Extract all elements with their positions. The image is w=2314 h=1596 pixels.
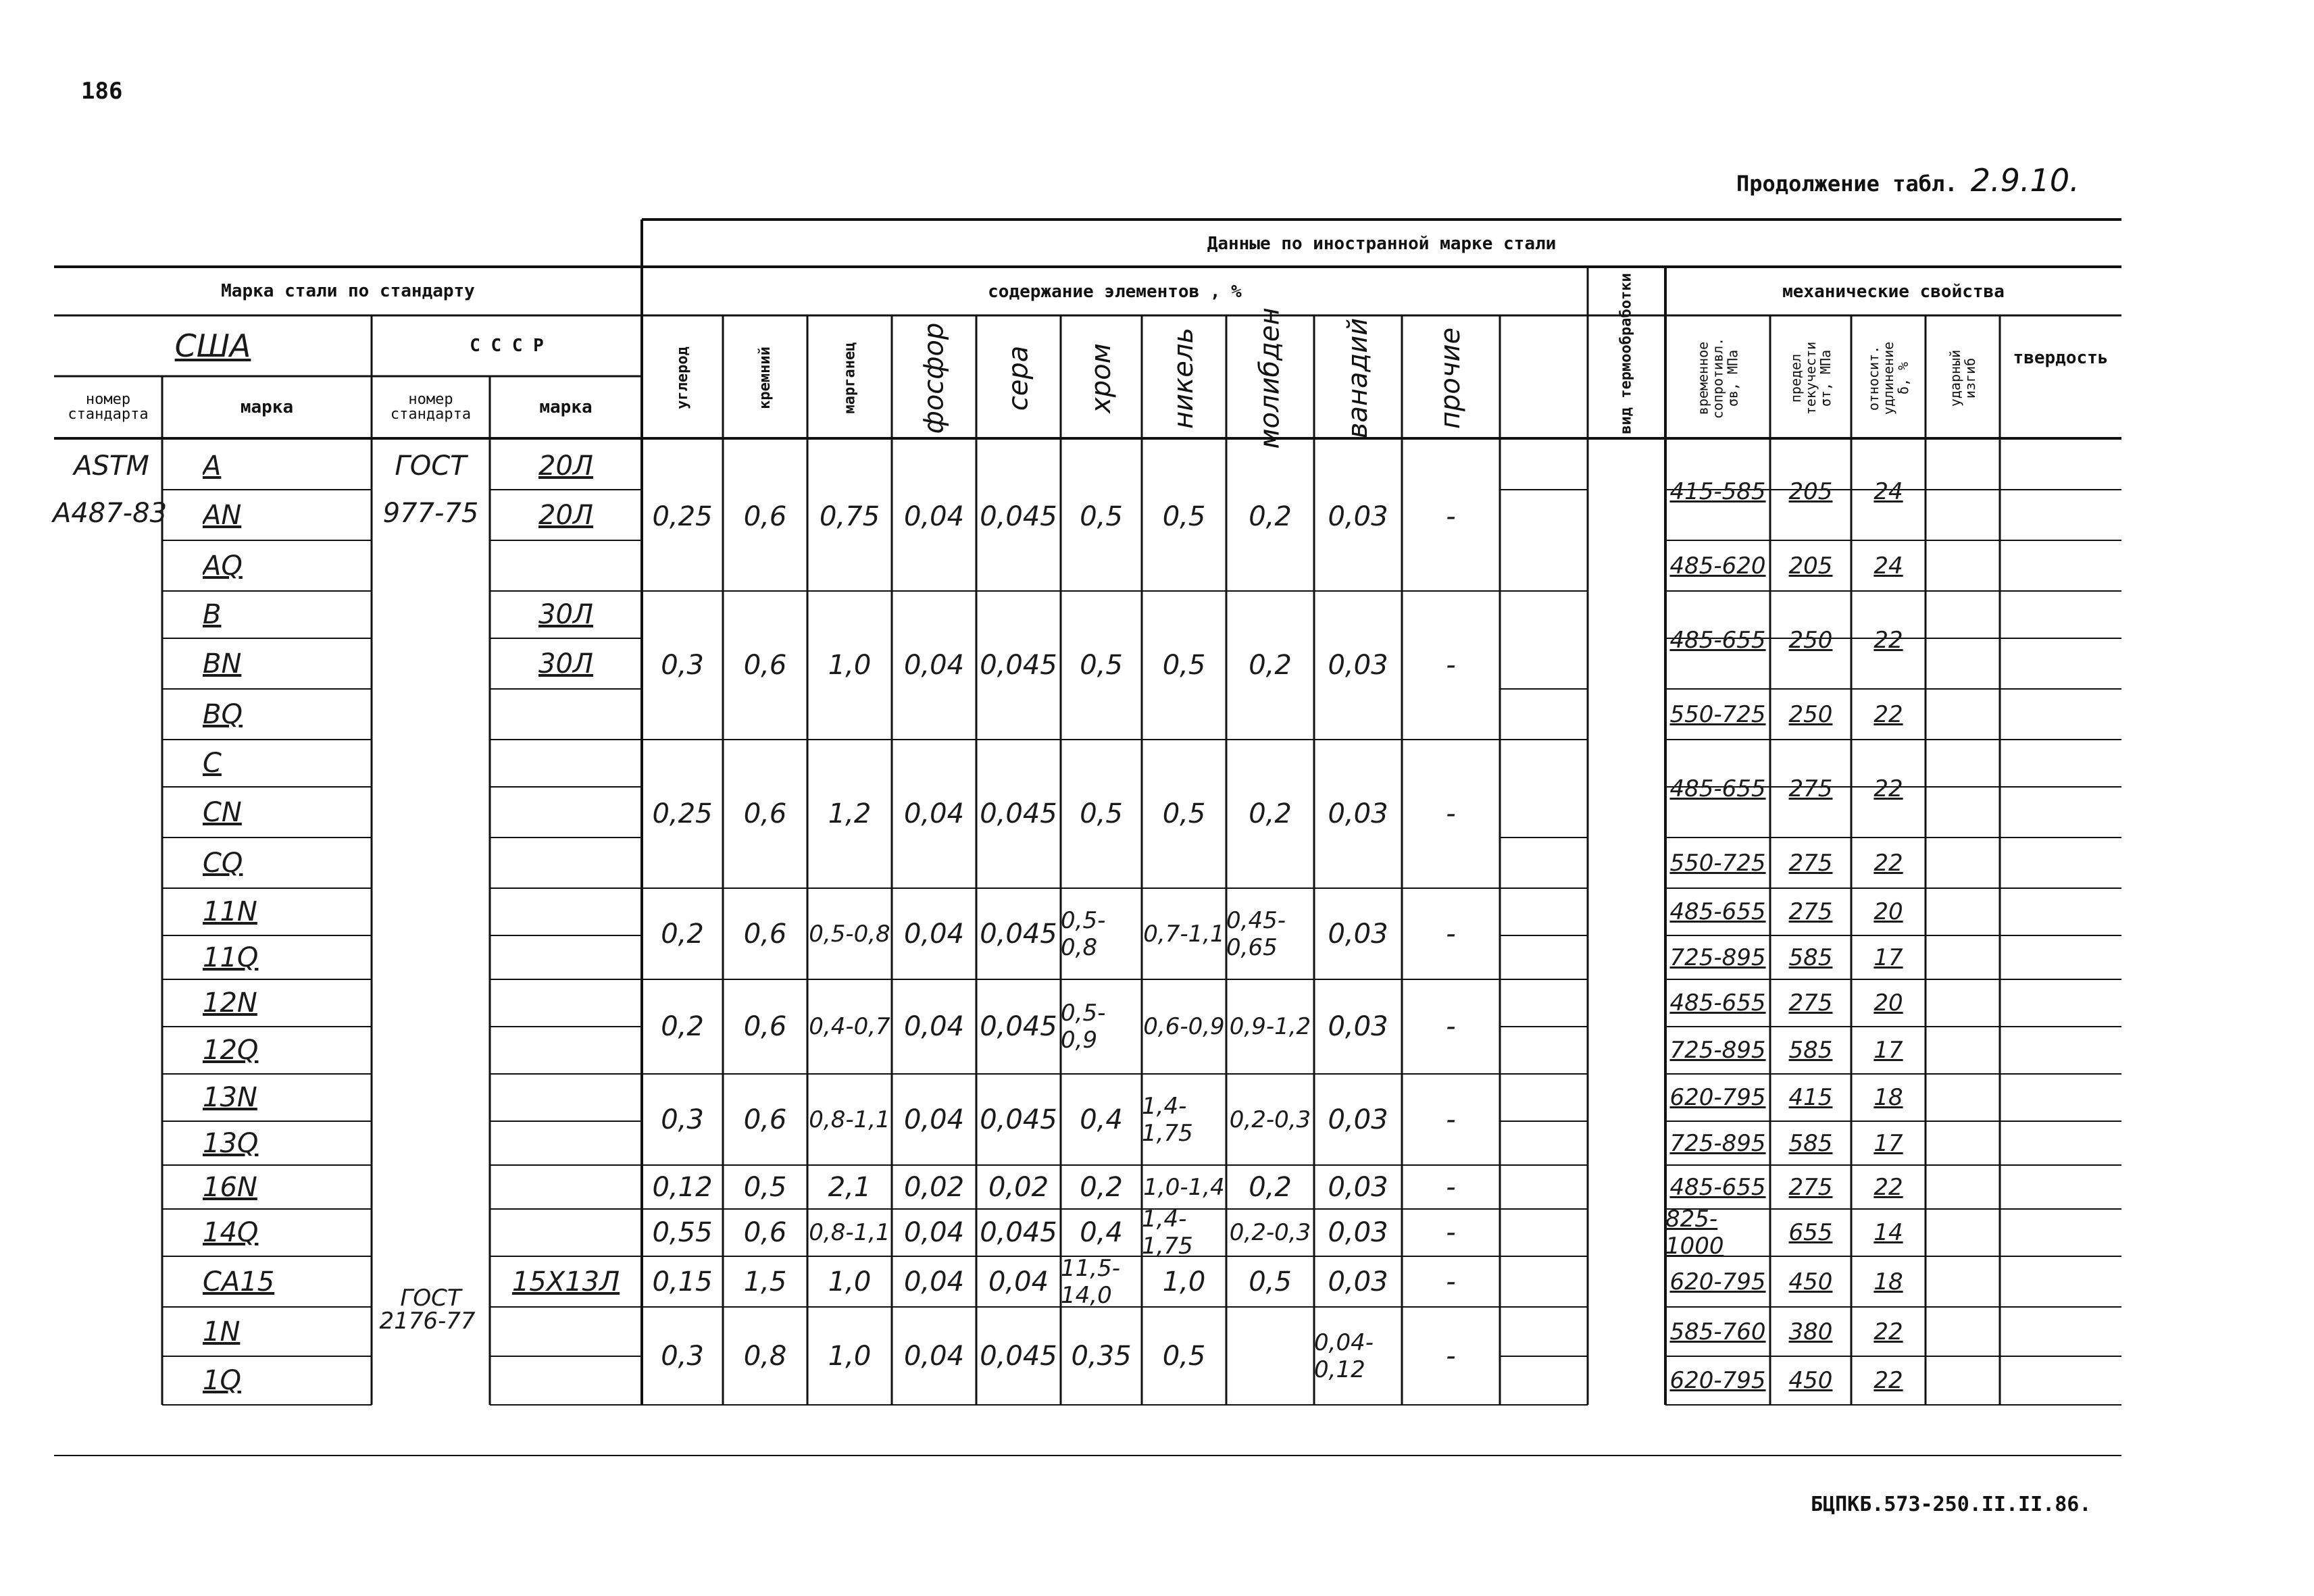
header-element-0: [642, 317, 723, 438]
header-element-label: сера: [1003, 345, 1034, 411]
header-element-label: марганец: [841, 342, 858, 414]
composition-value: 0,5: [1249, 1266, 1292, 1297]
header-element-label: фосфор: [918, 322, 950, 434]
usa-mark-3: B: [203, 599, 222, 630]
composition-value: 0,04: [903, 1340, 965, 1372]
mechanical-value: 17: [1873, 1129, 1903, 1157]
composition-value: -: [1446, 1217, 1456, 1248]
composition-value: 0,03: [1328, 501, 1388, 532]
composition-value: -: [1446, 1171, 1456, 1203]
header-foreign-data: Данные по иностранной марке стали: [1207, 234, 1557, 254]
header-element-8: [1314, 317, 1402, 438]
composition-value: 0,9-1,2: [1229, 1013, 1311, 1040]
header-ussr-mark: марка: [539, 397, 593, 417]
composition-value: 2,1: [828, 1171, 872, 1203]
composition-value: 0,45-0,65: [1226, 906, 1286, 961]
mechanical-value: 620-795: [1669, 1268, 1766, 1295]
usa-mark-2: AQ: [203, 550, 243, 582]
usa-mark-10: 11Q: [203, 942, 259, 973]
usa-mark-9: 11N: [203, 896, 257, 927]
header-usa-std-number: номер стандарта: [68, 391, 149, 423]
composition-value: 0,04: [903, 1266, 965, 1297]
usa-mark-17: CA15: [203, 1266, 275, 1297]
continuation-text: Продолжение табл.: [1736, 171, 1958, 197]
header-mech-1: [1770, 317, 1851, 438]
composition-value: 0,4: [1080, 1217, 1123, 1248]
composition-value: 0,2: [661, 918, 704, 950]
mechanical-value: 550-725: [1669, 700, 1766, 728]
composition-value: 0,2: [661, 1011, 704, 1042]
mechanical-value: 275: [1788, 989, 1833, 1016]
mechanical-value: 450: [1788, 1268, 1833, 1295]
composition-value: 0,045: [980, 1011, 1057, 1042]
composition-value: 0,2: [1249, 501, 1292, 532]
page-number: 186: [81, 78, 123, 105]
usa-standard-line2: A487-83: [52, 498, 168, 529]
mechanical-value: 20: [1873, 989, 1903, 1016]
mechanical-value: 22: [1873, 700, 1903, 728]
composition-value: 1,0-1,4: [1143, 1173, 1225, 1201]
composition-value: 0,04: [903, 918, 965, 950]
ussr-mark-0: 20Л: [538, 451, 593, 482]
composition-value: 1,5: [743, 1266, 787, 1297]
composition-value: 0,03: [1328, 798, 1388, 829]
header-usa-mark: марка: [240, 397, 294, 417]
composition-value: -: [1446, 1011, 1456, 1042]
composition-value: -: [1446, 1340, 1456, 1372]
ussr-mark-4: 30Л: [538, 648, 593, 679]
composition-value: 0,2: [1249, 798, 1292, 829]
ussr-standard-gost-977: ГОСТ: [395, 451, 467, 482]
composition-value: 0,045: [980, 1340, 1057, 1372]
usa-mark-0: A: [203, 451, 222, 482]
mechanical-value: 550-725: [1669, 849, 1766, 877]
composition-value: 0,2: [1249, 1171, 1292, 1203]
composition-value: 0,6: [743, 1011, 787, 1042]
document-code: БЦПКБ.573-250.II.II.86.: [1811, 1493, 2092, 1516]
header-composition: содержание элементов , %: [988, 282, 1242, 302]
header-mechanical: механические свойства: [1782, 282, 2005, 302]
composition-value: 0,6-0,9: [1143, 1013, 1225, 1040]
mechanical-value: 22: [1873, 1318, 1903, 1345]
composition-value: -: [1446, 798, 1456, 829]
composition-value: 0,6: [743, 501, 787, 532]
usa-mark-5: BQ: [203, 698, 243, 730]
composition-value: 0,6: [743, 650, 787, 681]
ussr-standard-gost-2176: ГОСТ: [400, 1285, 461, 1312]
composition-value: 0,3: [661, 1104, 704, 1135]
mechanical-value: 250: [1788, 626, 1833, 654]
header-mech-0: [1665, 317, 1770, 438]
composition-value: 0,03: [1328, 1104, 1388, 1135]
mechanical-value: 620-795: [1669, 1084, 1766, 1111]
usa-mark-14: 13Q: [203, 1127, 259, 1159]
usa-mark-7: CN: [203, 796, 242, 828]
composition-value: 0,045: [980, 501, 1057, 532]
composition-value: 0,03: [1328, 1217, 1388, 1248]
composition-value: 0,3: [661, 1340, 704, 1372]
header-mech-label: ударный изгиб: [1947, 349, 1978, 407]
composition-value: 0,2: [1080, 1171, 1123, 1203]
mechanical-value: 585: [1788, 944, 1833, 971]
header-element-4: [976, 317, 1061, 438]
header-element-label: кремний: [757, 346, 774, 409]
usa-mark-11: 12N: [203, 987, 257, 1019]
composition-value: 0,03: [1328, 1171, 1388, 1203]
composition-value: 0,04: [903, 501, 965, 532]
usa-mark-1: AN: [203, 499, 242, 531]
ussr-mark-1: 20Л: [538, 499, 593, 531]
mechanical-value: 24: [1873, 478, 1903, 505]
composition-value: 0,4-0,7: [809, 1013, 890, 1040]
composition-value: 0,04: [903, 650, 965, 681]
composition-value: -: [1446, 1266, 1456, 1297]
usa-standard-line1: ASTM: [74, 451, 149, 482]
composition-value: 0,12: [652, 1171, 713, 1203]
composition-value: 0,045: [980, 1104, 1057, 1135]
composition-value: 0,75: [819, 501, 880, 532]
header-heat-treatment: вид термообработки: [1618, 272, 1636, 434]
mechanical-value: 22: [1873, 775, 1903, 802]
header-mark-by-standard: Марка стали по стандарту: [221, 281, 475, 301]
header-element-5: [1061, 317, 1142, 438]
mechanical-value: 620-795: [1669, 1367, 1766, 1394]
composition-value: 0,045: [980, 650, 1057, 681]
header-mech-label: относит. удлинение δ, %: [1865, 341, 1911, 415]
composition-value: 0,02: [988, 1171, 1049, 1203]
composition-value: 0,15: [652, 1266, 713, 1297]
usa-mark-19: 1Q: [203, 1365, 241, 1396]
composition-value: 0,5: [1080, 798, 1123, 829]
composition-value: 0,6: [743, 1217, 787, 1248]
mechanical-value: 22: [1873, 849, 1903, 877]
mechanical-value: 22: [1873, 626, 1903, 654]
mechanical-value: 275: [1788, 849, 1833, 877]
composition-value: 0,04: [903, 798, 965, 829]
composition-value: 0,5: [1162, 501, 1206, 532]
composition-value: 0,5: [1162, 650, 1206, 681]
composition-value: 1,0: [1162, 1266, 1206, 1297]
header-ussr: С С С Р: [470, 336, 544, 356]
mechanical-value: 205: [1788, 478, 1833, 505]
composition-value: 0,5-0,9: [1061, 1000, 1106, 1054]
composition-value: 0,045: [980, 1217, 1057, 1248]
header-element-2: [807, 317, 892, 438]
composition-value: 0,2: [1249, 650, 1292, 681]
header-element-1: [723, 317, 807, 438]
composition-value: 0,04-0,12: [1314, 1329, 1374, 1383]
usa-mark-16: 14Q: [203, 1217, 259, 1248]
mechanical-value: 14: [1873, 1219, 1903, 1246]
composition-value: 0,25: [652, 798, 713, 829]
composition-value: 1,0: [828, 1340, 872, 1372]
mechanical-value: 275: [1788, 775, 1833, 802]
composition-value: 0,04: [903, 1104, 965, 1135]
mechanical-value: 275: [1788, 1173, 1833, 1201]
header-mech-3: [1926, 317, 2000, 438]
mechanical-value: 18: [1873, 1268, 1903, 1295]
composition-value: 1,0: [828, 1266, 872, 1297]
mechanical-value: 24: [1873, 552, 1903, 580]
header-element-6: [1142, 317, 1226, 438]
composition-value: 0,6: [743, 798, 787, 829]
header-element-label: прочие: [1435, 327, 1467, 429]
mechanical-value: 415: [1788, 1084, 1833, 1111]
composition-value: 1,4-1,75: [1142, 1092, 1193, 1147]
composition-value: 11,5-14,0: [1061, 1256, 1120, 1307]
mechanical-value: 380: [1788, 1318, 1833, 1345]
header-element-7: [1226, 307, 1314, 449]
mechanical-value: 415-585: [1669, 478, 1766, 505]
composition-value: 0,03: [1328, 650, 1388, 681]
composition-value: 0,03: [1328, 1011, 1388, 1042]
header-hardness: твердость: [2013, 348, 2109, 368]
mechanical-value: 22: [1873, 1173, 1903, 1201]
mechanical-value: 485-620: [1669, 552, 1766, 580]
mechanical-value: 205: [1788, 552, 1833, 580]
composition-value: 0,6: [743, 1104, 787, 1135]
mechanical-value: 450: [1788, 1367, 1833, 1394]
mechanical-value: 585: [1788, 1037, 1833, 1064]
mechanical-value: 655: [1788, 1219, 1833, 1246]
composition-value: 0,045: [980, 918, 1057, 950]
composition-value: 0,8-1,1: [809, 1106, 890, 1133]
composition-value: 1,0: [828, 650, 872, 681]
composition-value: 0,35: [1071, 1340, 1132, 1372]
mechanical-value: 485-655: [1669, 775, 1766, 802]
header-usa: США: [174, 328, 251, 364]
composition-value: 0,04: [988, 1266, 1049, 1297]
table-number: 2.9.10.: [1970, 162, 2080, 199]
composition-value: 0,045: [980, 798, 1057, 829]
usa-mark-12: 12Q: [203, 1035, 259, 1066]
header-mech-label: предел текучести σт, МПа: [1788, 341, 1834, 415]
composition-value: 0,5: [1080, 501, 1123, 532]
composition-value: 0,3: [661, 650, 704, 681]
header-element-label: углерод: [674, 346, 691, 409]
mechanical-value: 275: [1788, 898, 1833, 925]
usa-mark-18: 1N: [203, 1316, 241, 1347]
composition-value: 0,03: [1328, 918, 1388, 950]
ussr-standard-2176-77: 2176-77: [379, 1308, 476, 1335]
mechanical-value: 17: [1873, 944, 1903, 971]
mechanical-value: 17: [1873, 1037, 1903, 1064]
composition-value: 0,2-0,3: [1229, 1219, 1311, 1246]
composition-value: 0,04: [903, 1217, 965, 1248]
header-mech-label: временное сопротивл. σв, МПа: [1694, 337, 1741, 419]
composition-value: 0,6: [743, 918, 787, 950]
header-mech-2: [1851, 317, 1926, 438]
composition-value: 0,04: [903, 1011, 965, 1042]
usa-mark-15: 16N: [203, 1171, 257, 1203]
mechanical-value: 725-895: [1669, 1129, 1766, 1157]
mechanical-value: 585: [1788, 1129, 1833, 1157]
composition-value: 0,2-0,3: [1229, 1106, 1311, 1133]
composition-value: 0,5-0,8: [1061, 906, 1106, 961]
composition-value: -: [1446, 501, 1456, 532]
mechanical-value: 22: [1873, 1367, 1903, 1394]
usa-mark-4: BN: [203, 648, 242, 679]
composition-value: -: [1446, 650, 1456, 681]
mechanical-value: 725-895: [1669, 944, 1766, 971]
composition-value: 0,5: [1080, 650, 1123, 681]
header-element-label: ванадий: [1342, 317, 1374, 438]
mechanical-value: 485-655: [1669, 626, 1766, 654]
mechanical-value: 18: [1873, 1084, 1903, 1111]
composition-value: 1,2: [828, 798, 872, 829]
ussr-standard-977-75: 977-75: [382, 498, 479, 529]
ussr-mark-17: 15Х13Л: [511, 1266, 620, 1297]
composition-value: -: [1446, 1104, 1456, 1135]
composition-value: 0,25: [652, 501, 713, 532]
composition-value: 0,5: [1162, 798, 1206, 829]
mechanical-value: 250: [1788, 700, 1833, 728]
usa-mark-13: 13N: [203, 1082, 257, 1113]
mechanical-value: 825-1000: [1665, 1209, 1724, 1256]
composition-value: 0,5: [1162, 1340, 1206, 1372]
header-element-label: молибден: [1255, 307, 1286, 449]
composition-value: 0,55: [652, 1217, 713, 1248]
header-element-3: [892, 317, 976, 438]
composition-value: 0,7-1,1: [1143, 920, 1225, 948]
composition-value: 0,8: [743, 1340, 787, 1372]
mechanical-value: 20: [1873, 898, 1903, 925]
composition-value: 0,5-0,8: [809, 920, 890, 948]
composition-value: 0,02: [903, 1171, 965, 1203]
header-element-9: [1402, 317, 1500, 438]
composition-value: 0,4: [1080, 1104, 1123, 1135]
mechanical-value: 485-655: [1669, 1173, 1766, 1201]
usa-mark-8: CQ: [203, 847, 243, 879]
composition-value: 0,8-1,1: [809, 1219, 890, 1246]
ussr-mark-3: 30Л: [538, 599, 593, 630]
mechanical-value: 485-655: [1669, 898, 1766, 925]
composition-value: -: [1446, 918, 1456, 950]
composition-value: 0,03: [1328, 1266, 1388, 1297]
composition-value: 0,5: [743, 1171, 787, 1203]
mechanical-value: 485-655: [1669, 989, 1766, 1016]
mechanical-value: 725-895: [1669, 1037, 1766, 1064]
composition-value: 1,4-1,75: [1142, 1209, 1193, 1256]
usa-mark-6: C: [203, 748, 222, 779]
mechanical-value: 585-760: [1669, 1318, 1766, 1345]
header-ussr-std-number: номер стандарта: [390, 391, 472, 423]
header-element-label: никель: [1168, 327, 1200, 429]
header-element-label: хром: [1086, 342, 1117, 413]
